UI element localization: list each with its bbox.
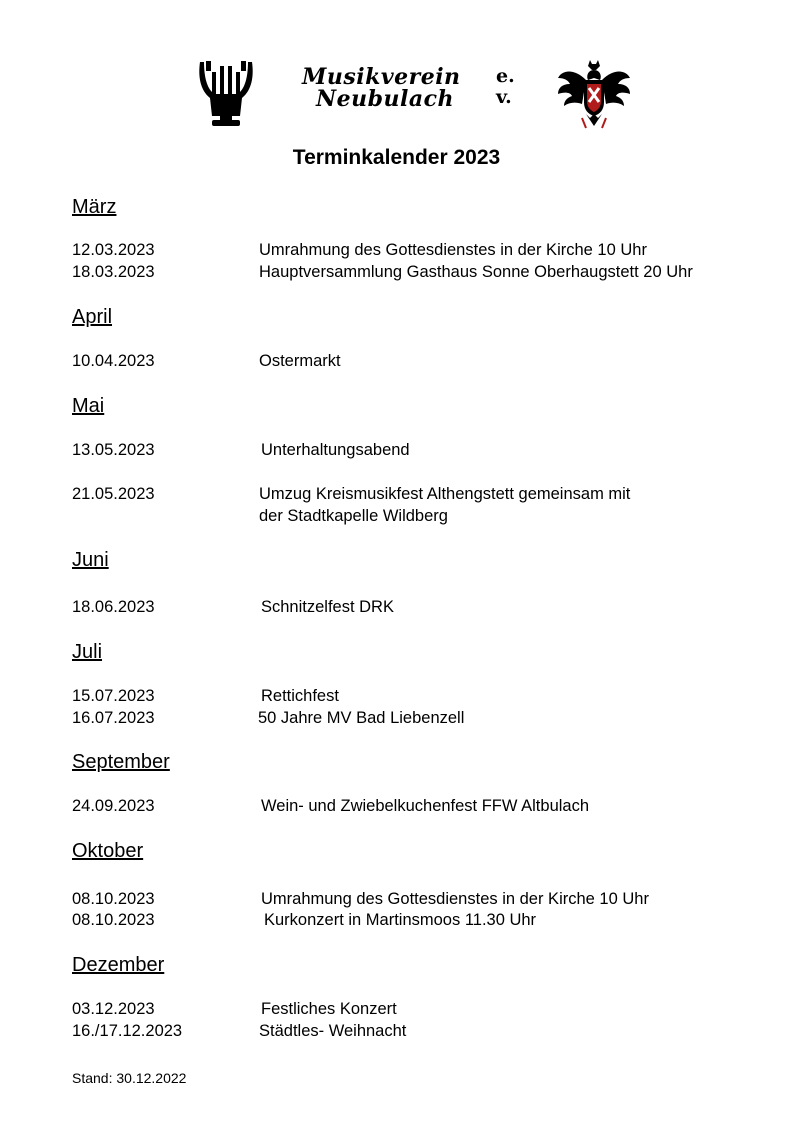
month-heading-juli: Juli [72,641,103,663]
event-date: 18.06.2023 [72,598,155,616]
page-title: Terminkalender 2023 [292,146,501,169]
event-description-continued: der Stadtkapelle Wildberg [259,507,448,525]
event-date: 21.05.2023 [72,485,155,503]
org-name-line2: Neubulach [316,86,454,112]
event-description: Rettichfest [261,687,339,705]
month-heading-oktober: Oktober [72,840,144,862]
event-date: 08.10.2023 [72,890,155,908]
event-date: 16.07.2023 [72,709,155,727]
event-description: Umrahmung des Gottesdienstes in der Kirche 10 Uhr [261,890,649,908]
event-date: 15.07.2023 [72,687,155,705]
month-heading-dezember: Dezember [72,954,165,976]
event-description: Umrahmung des Gottesdienstes in der Kirche 10 Uhr [259,241,647,259]
lyre-icon [196,60,256,128]
event-date: 13.05.2023 [72,441,155,459]
event-date: 16./17.12.2023 [72,1022,183,1040]
month-heading-mai: Mai [72,395,105,417]
month-heading-maerz: März [72,196,117,218]
event-date: 08.10.2023 [72,911,155,929]
event-date: 03.12.2023 [72,1000,155,1018]
event-description: Hauptversammlung Gasthaus Sonne Oberhaugstett 20 Uhr [259,263,693,281]
event-date: 12.03.2023 [72,241,155,259]
month-heading-september: September [72,751,170,773]
month-heading-april: April [72,306,113,328]
event-description: Kurkonzert in Martinsmoos 11.30 Uhr [264,911,537,929]
event-description: Unterhaltungsabend [261,441,410,459]
org-name-line1: Musikverein [302,64,461,90]
month-heading-juni: Juni [72,549,109,571]
event-description: Festliches Konzert [261,1000,397,1018]
org-suffix-line2: v. [496,86,512,108]
coat-of-arms-eagle-icon [556,58,632,130]
event-date: 10.04.2023 [72,352,155,370]
event-description: Umzug Kreismusikfest Althengstett gemeinsam mit [259,485,631,503]
event-description: 50 Jahre MV Bad Liebenzell [258,709,465,727]
event-description: Städtles- Weihnacht [259,1022,407,1040]
org-wordmark [302,66,482,110]
event-date: 24.09.2023 [72,797,155,815]
event-description: Wein- und Zwiebelkuchenfest FFW Altbulach [261,797,590,815]
org-suffix-line1: e. [496,65,515,87]
event-description: Ostermarkt [259,352,341,370]
letterhead [0,58,793,132]
org-suffix [496,66,526,108]
event-description: Schnitzelfest DRK [261,598,394,616]
stand-date: Stand: 30.12.2022 [72,1070,187,1086]
event-date: 18.03.2023 [72,263,155,281]
